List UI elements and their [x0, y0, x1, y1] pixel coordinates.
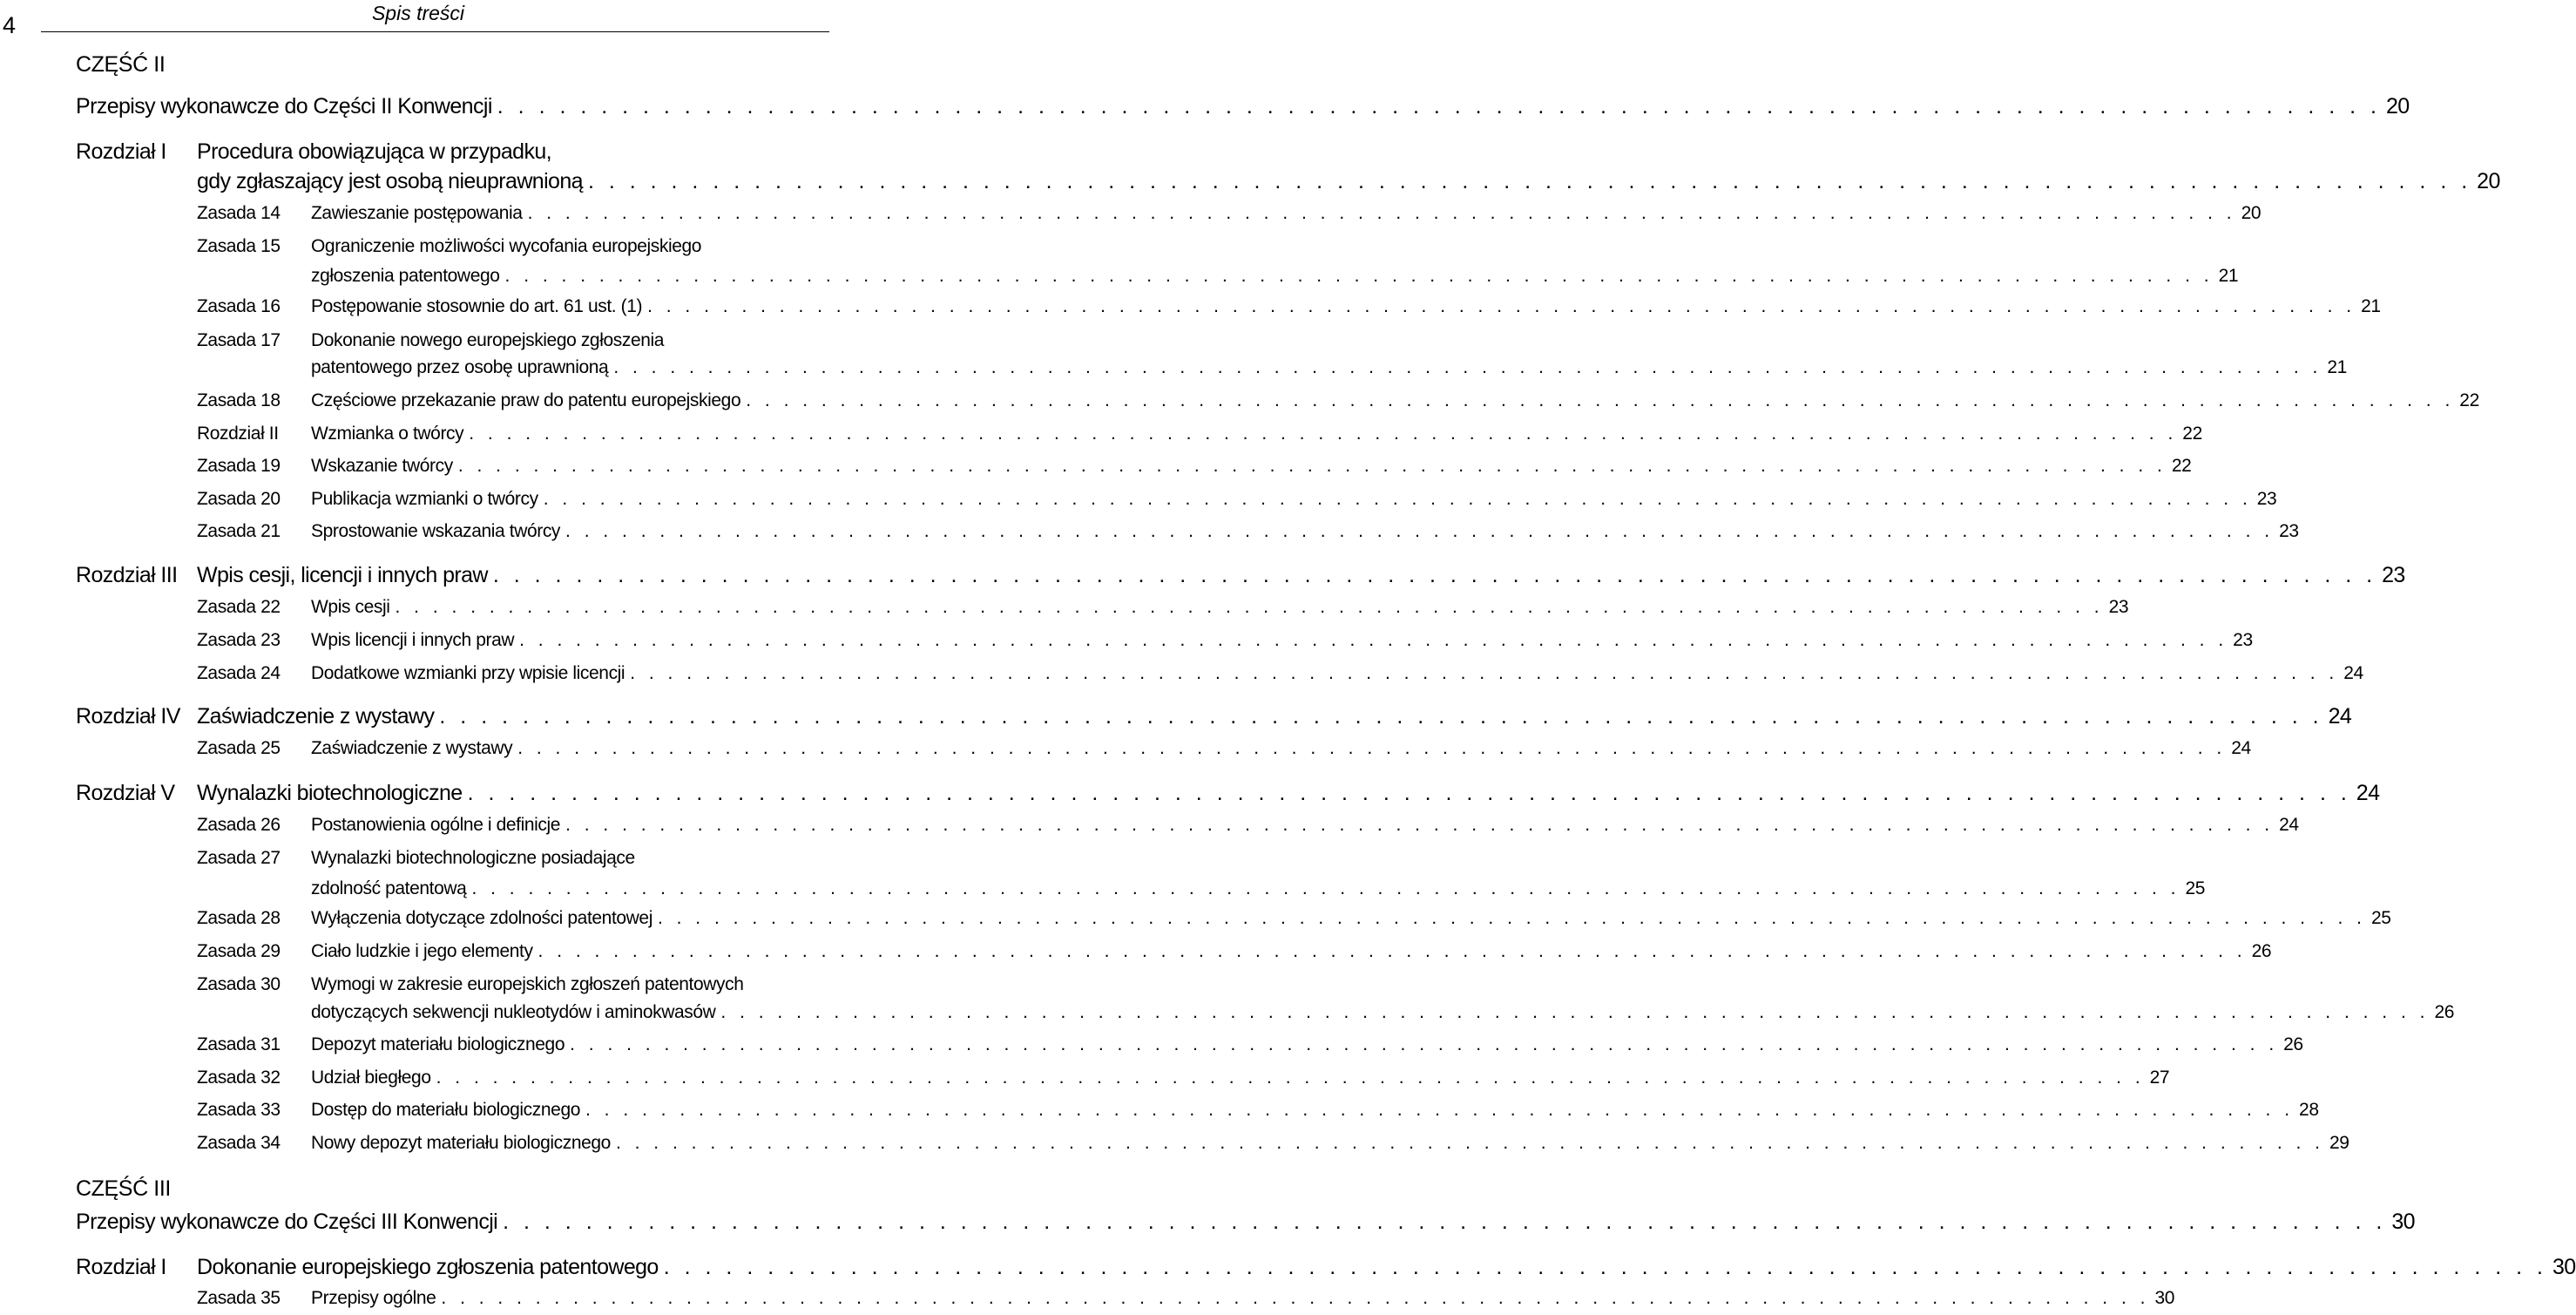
rule-entry-label: Zasada 33 [197, 1100, 281, 1120]
dot-leader [441, 1288, 2149, 1309]
rule-entry-title: Wynalazki biotechnologiczne posiadające [311, 848, 635, 868]
rule-entry-title: Wpis licencji i innych praw [311, 630, 515, 650]
chapter-entry-page-number: 24 [2328, 704, 2352, 729]
dot-leader [517, 738, 2226, 759]
rule-entry-page-number: 29 [2329, 1133, 2350, 1153]
chapter-entry-title: Dokonanie europejskiego zgłoszenia patentowego [197, 1255, 659, 1279]
rule-entry-page-number: 27 [2149, 1068, 2170, 1088]
rule-entry-title: Publikacja wzmianki o twórcy [311, 489, 538, 509]
chapter-entry-title: Procedura obowiązująca w przypadku, [197, 139, 552, 164]
rule-entry-label: Zasada 15 [197, 236, 281, 256]
rule-entry-label: Zasada 30 [197, 974, 281, 994]
rule-entry [197, 908, 2391, 929]
rule-entry [197, 1100, 2319, 1121]
rule-entry-page-number: 21 [2327, 357, 2347, 377]
rule-entry-title: Wymogi w zakresie europejskich zgłoszeń patentowych [311, 974, 744, 994]
rule-entry-label: Zasada 23 [197, 630, 281, 650]
rule-entry-title: Częściowe przekazanie praw do patentu europejskiego [311, 390, 741, 410]
rule-entry-label: Zasada 26 [197, 815, 281, 835]
dot-leader [468, 781, 2351, 806]
part-label: CZĘŚĆ II [76, 52, 166, 77]
rule-entry-label: Zasada 28 [197, 908, 281, 928]
dot-leader [746, 390, 2454, 411]
dot-leader [503, 1210, 2386, 1235]
rule-entry [197, 330, 665, 351]
rule-entry-title: Wyłączenia dotyczące zdolności patentowej [311, 908, 652, 928]
rule-entry-title: Postanowienia ogólne i definicje [311, 815, 561, 835]
rule-entry-page-number: 21 [2361, 296, 2381, 316]
dot-leader [528, 203, 2236, 224]
chapter-entry [197, 169, 2500, 194]
rule-entry-title: Postępowanie stosownie do art. 61 ust. (1) [311, 296, 643, 316]
rule-entry-label: Zasada 17 [197, 330, 281, 350]
rule-entry-label: Zasada 35 [197, 1288, 281, 1308]
rule-entry-title: patentowego przez osobę uprawnioną [311, 357, 609, 377]
rule-entry [311, 266, 2239, 287]
rule-entry [197, 848, 635, 869]
rule-entry [197, 738, 2251, 759]
rule-entry [197, 296, 2381, 317]
dot-leader [497, 94, 2381, 119]
rule-entry-page-number: 23 [2233, 630, 2253, 650]
dot-leader [458, 456, 2167, 477]
rule-entry [197, 941, 2272, 962]
chapter-entry-page-number: 20 [2477, 169, 2500, 193]
rule-entry-label: Zasada 21 [197, 521, 281, 541]
page-number: 4 [3, 12, 17, 38]
chapter-entry-page-number: 30 [2552, 1255, 2576, 1279]
rule-entry-label: Zasada 14 [197, 203, 281, 223]
part-title [76, 94, 2410, 119]
rule-entry-title: Sprostowanie wskazania twórcy [311, 521, 561, 541]
chapter-entry-page-number: 23 [2382, 563, 2405, 587]
rule-entry [197, 236, 702, 257]
rule-entry-label: Zasada 18 [197, 390, 281, 410]
rule-entry-page-number: 22 [2171, 456, 2192, 476]
rule-entry [311, 357, 2347, 378]
rule-entry [197, 1068, 2170, 1088]
rule-entry-title: Ciało ludzkie i jego elementy [311, 941, 533, 961]
rule-entry-title: Dostęp do materiału biologicznego [311, 1100, 580, 1120]
dot-leader [658, 908, 2366, 929]
rule-entry-label: Zasada 31 [197, 1034, 281, 1054]
rule-entry [197, 663, 2363, 684]
rule-entry [197, 1133, 2350, 1154]
running-title: Spis treści [371, 2, 465, 24]
rule-entry-label: Zasada 24 [197, 663, 281, 683]
rule-entry-label: Zasada 32 [197, 1068, 281, 1088]
dot-leader [616, 1133, 2324, 1154]
chapter-entry [76, 704, 2352, 729]
rule-entry-page-number: 23 [2279, 521, 2299, 541]
rule-entry-page-number: 28 [2299, 1100, 2319, 1120]
rule-entry-label: Zasada 25 [197, 738, 281, 758]
dot-leader [544, 489, 2252, 510]
rule-entry [197, 390, 2479, 411]
part-title [76, 1210, 2415, 1235]
rule-entry-title: Dodatkowe wzmianki przy wpisie licencji [311, 663, 625, 683]
dot-leader [565, 521, 2274, 542]
rule-entry-title: Nowy depozyt materiału biologicznego [311, 1133, 611, 1153]
rule-entry-label: Zasada 29 [197, 941, 281, 961]
rule-entry-title: Zaświadczenie z wystawy [311, 738, 513, 758]
dot-leader [613, 357, 2322, 378]
chapter-entry-label: Rozdział I [76, 1255, 166, 1279]
rule-entry-label: Zasada 19 [197, 456, 281, 476]
rule-entry-label: Zasada 20 [197, 489, 281, 509]
page-header [0, 0, 836, 44]
rule-entry [311, 1002, 2455, 1023]
dot-leader [471, 878, 2180, 899]
rule-entry-page-number: 21 [2218, 266, 2239, 286]
dot-leader [505, 266, 2214, 287]
rule-entry-title: Udział biegłego [311, 1068, 431, 1088]
rule-entry-page-number: 24 [2279, 815, 2299, 835]
dot-leader [439, 704, 2322, 729]
rule-entry [197, 974, 744, 995]
chapter-entry [76, 563, 2405, 588]
rule-entry-label: Zasada 34 [197, 1133, 281, 1153]
rule-entry [197, 456, 2192, 477]
chapter-entry-title: Wpis cesji, licencji i innych praw [197, 563, 488, 587]
rule-entry-page-number: 25 [2371, 908, 2391, 928]
rule-entry-title: Wzmianka o twórcy [311, 424, 464, 444]
dot-leader [469, 424, 2177, 444]
chapter-entry-label: Rozdział IV [76, 704, 180, 729]
rule-entry-label: Zasada 27 [197, 848, 281, 868]
rule-entry [197, 1288, 2175, 1309]
rule-entry-page-number: 20 [2241, 203, 2262, 223]
dot-leader [565, 815, 2274, 836]
rule-entry-label: Rozdział II [197, 424, 279, 444]
dot-leader [396, 597, 2104, 618]
chapter-entry-page-number: 24 [2356, 781, 2380, 805]
chapter-entry-label: Rozdział I [76, 139, 166, 164]
rule-entry-page-number: 23 [2108, 597, 2129, 617]
chapter-entry [76, 1255, 2576, 1280]
rule-entry-page-number: 30 [2154, 1288, 2175, 1308]
chapter-entry-label: Rozdział III [76, 563, 178, 587]
rule-entry-title: zgłoszenia patentowego [311, 266, 500, 286]
part-title-title: Przepisy wykonawcze do Części II Konwencji [76, 94, 492, 119]
rule-entry-title: Ograniczenie możliwości wycofania europejskiego [311, 236, 702, 256]
dot-leader [720, 1002, 2429, 1023]
rule-entry-title: Dokonanie nowego europejskiego zgłoszenia [311, 330, 665, 350]
rule-entry-page-number: 26 [2434, 1002, 2455, 1022]
part-label: CZĘŚĆ III [76, 1176, 171, 1201]
dot-leader [519, 630, 2228, 651]
rule-entry-page-number: 23 [2256, 489, 2277, 509]
dot-leader [647, 296, 2356, 317]
chapter-entry-title: Wynalazki biotechnologiczne [197, 781, 463, 805]
dot-leader [538, 941, 2247, 962]
rule-entry-title: zdolność patentową [311, 878, 467, 898]
chapter-entry [76, 781, 2380, 806]
chapter-entry-title: gdy zgłaszający jest osobą nieuprawnioną [197, 169, 583, 193]
rule-entry [197, 1034, 2303, 1055]
dot-leader [436, 1068, 2145, 1088]
rule-entry-page-number: 22 [2182, 424, 2202, 444]
rule-entry-label: Zasada 22 [197, 597, 281, 617]
chapter-entry [76, 139, 552, 165]
rule-entry-title: Depozyt materiału biologicznego [311, 1034, 565, 1054]
dot-leader [664, 1255, 2547, 1280]
rule-entry-label: Zasada 16 [197, 296, 281, 316]
rule-entry [197, 521, 2299, 542]
dot-leader [585, 1100, 2294, 1121]
dot-leader [630, 663, 2338, 684]
chapter-entry-title: Zaświadczenie z wystawy [197, 704, 435, 729]
rule-entry [311, 878, 2206, 899]
rule-entry-page-number: 24 [2231, 738, 2251, 758]
rule-entry-page-number: 22 [2459, 390, 2479, 410]
rule-entry-title: Wskazanie twórcy [311, 456, 453, 476]
rule-entry [197, 597, 2129, 618]
rule-entry-title: Wpis cesji [311, 597, 390, 617]
rule-entry-title: Przepisy ogólne [311, 1288, 436, 1308]
rule-entry [197, 489, 2277, 510]
rule-entry [197, 424, 2202, 444]
rule-entry [197, 630, 2253, 651]
rule-entry [197, 815, 2299, 836]
rule-entry-page-number: 26 [2283, 1034, 2303, 1054]
part-title-page-number: 20 [2385, 94, 2410, 119]
rule-entry-title: dotyczących sekwencji nukleotydów i aminokwasów [311, 1002, 716, 1022]
rule-entry [197, 203, 2262, 224]
part-title-title: Przepisy wykonawcze do Części III Konwencji [76, 1210, 498, 1234]
chapter-entry-label: Rozdział V [76, 781, 175, 805]
rule-entry-title: Zawieszanie postępowania [311, 203, 523, 223]
dot-leader [570, 1034, 2278, 1055]
header-rule [41, 31, 829, 32]
rule-entry-page-number: 26 [2251, 941, 2272, 961]
rule-entry-page-number: 25 [2185, 878, 2206, 898]
dot-leader [588, 169, 2471, 194]
part-title-page-number: 30 [2391, 1210, 2415, 1234]
rule-entry-page-number: 24 [2343, 663, 2363, 683]
dot-leader [493, 563, 2377, 588]
